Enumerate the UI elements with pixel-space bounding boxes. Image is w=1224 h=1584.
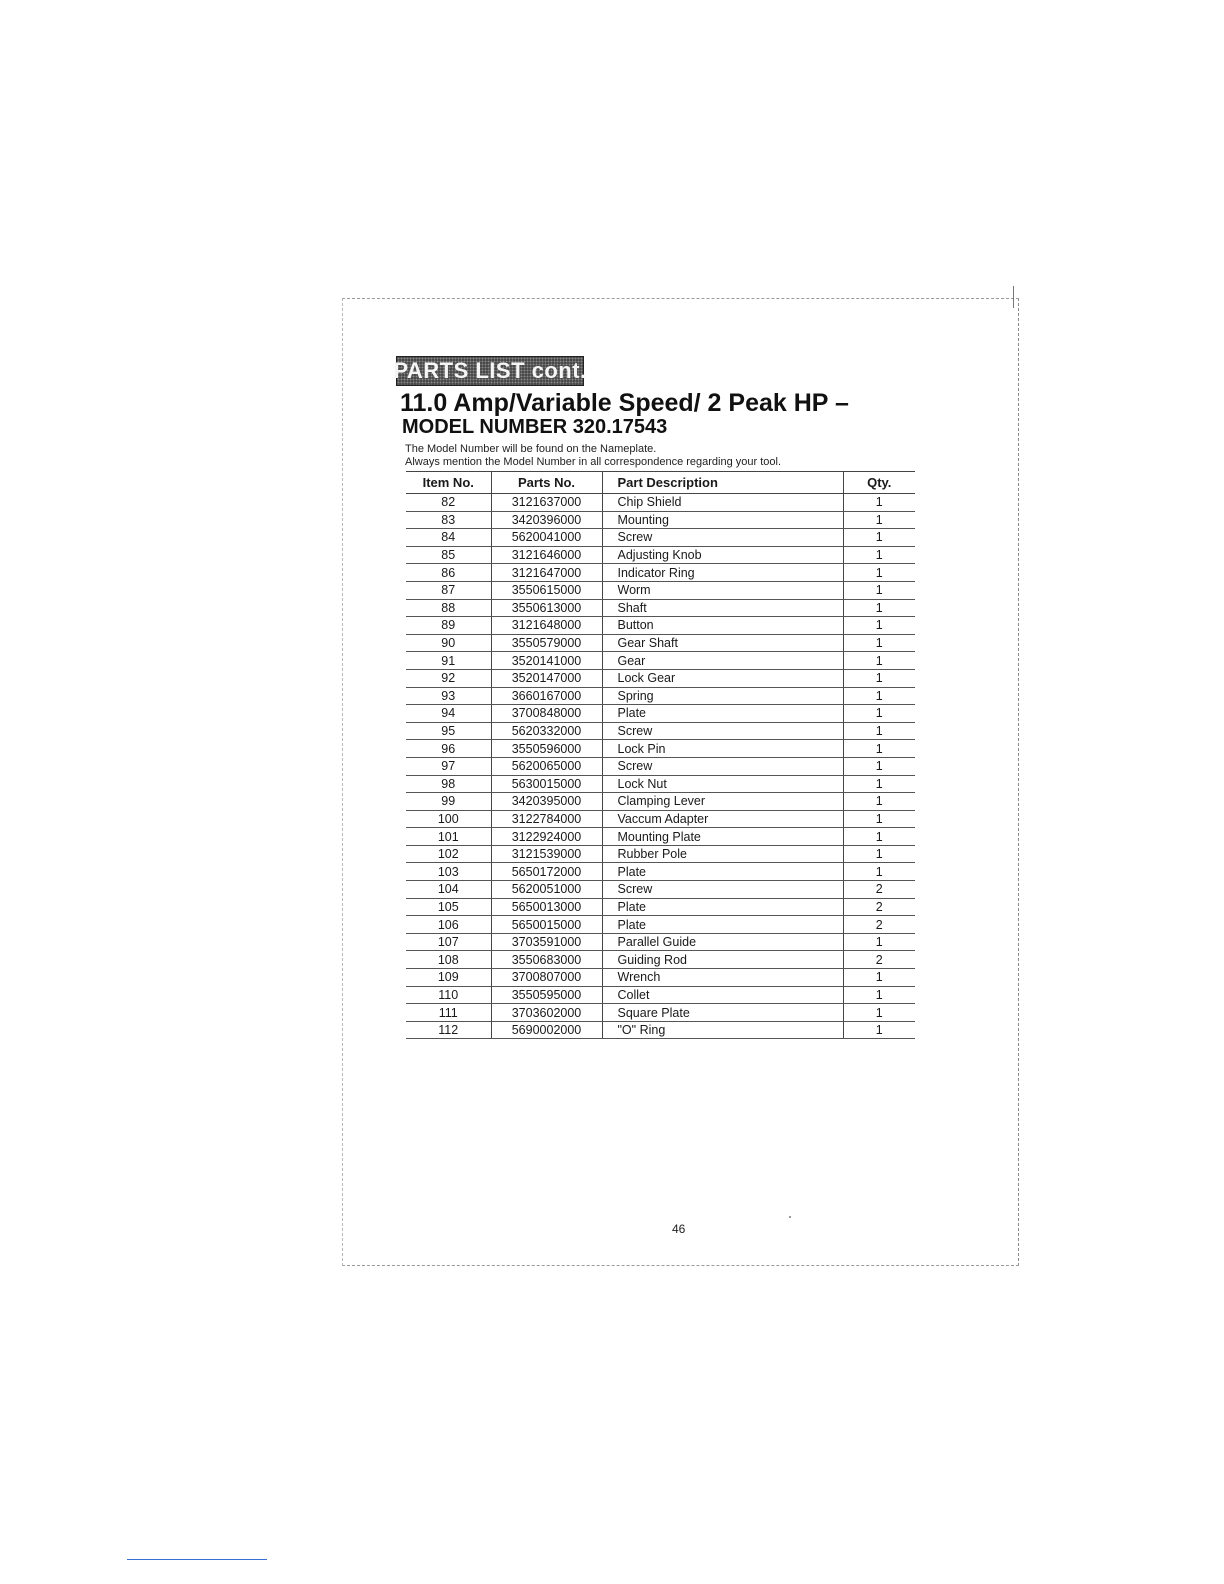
parts-no-cell: 3550613000: [491, 599, 602, 617]
column-header-part-description: Part Description: [602, 472, 843, 494]
qty-cell: 2: [843, 881, 915, 899]
part-description-cell: Spring: [602, 687, 843, 705]
table-row: [406, 898, 915, 916]
qty-cell: 1: [843, 581, 915, 599]
item-no-cell: 112: [406, 1021, 491, 1039]
qty-cell: 1: [843, 564, 915, 582]
parts-no-cell: 3420396000: [491, 511, 602, 529]
parts-no-cell: 3703591000: [491, 933, 602, 951]
column-header-parts-no: Parts No.: [491, 472, 602, 494]
item-no-cell: 101: [406, 828, 491, 846]
part-description-cell: Plate: [602, 705, 843, 723]
parts-no-cell: 3121637000: [491, 494, 602, 512]
qty-cell: 1: [843, 863, 915, 881]
footer-rule: [127, 1559, 267, 1560]
item-no-cell: 91: [406, 652, 491, 670]
parts-no-cell: 3121647000: [491, 564, 602, 582]
table-row: [406, 828, 915, 846]
part-description-cell: Screw: [602, 757, 843, 775]
item-no-cell: 111: [406, 1004, 491, 1022]
qty-cell: 1: [843, 494, 915, 512]
qty-cell: 1: [843, 511, 915, 529]
part-description-cell: Screw: [602, 881, 843, 899]
qty-cell: 1: [843, 1021, 915, 1039]
table-row: [406, 617, 915, 635]
part-description-cell: Mounting: [602, 511, 843, 529]
column-header-qty: Qty.: [843, 472, 915, 494]
table-header-row: [406, 472, 915, 494]
item-no-cell: 93: [406, 687, 491, 705]
qty-cell: 1: [843, 705, 915, 723]
part-description-cell: Gear Shaft: [602, 634, 843, 652]
section-banner: [393, 356, 587, 386]
part-description-cell: Plate: [602, 863, 843, 881]
table-row: [406, 1004, 915, 1022]
item-no-cell: 98: [406, 775, 491, 793]
qty-cell: 1: [843, 775, 915, 793]
item-no-cell: 88: [406, 599, 491, 617]
nameplate-note: The Model Number will be found on the Nameplate.: [405, 443, 657, 455]
parts-no-cell: 3121646000: [491, 546, 602, 564]
part-description-cell: Collet: [602, 986, 843, 1004]
parts-no-cell: 3550615000: [491, 581, 602, 599]
part-description-cell: Button: [602, 617, 843, 635]
qty-cell: 1: [843, 634, 915, 652]
table-row: [406, 705, 915, 723]
part-description-cell: Lock Nut: [602, 775, 843, 793]
item-no-cell: 102: [406, 845, 491, 863]
table-row: [406, 529, 915, 547]
parts-no-cell: 3122924000: [491, 828, 602, 846]
parts-no-cell: 5620332000: [491, 722, 602, 740]
part-description-cell: Guiding Rod: [602, 951, 843, 969]
part-description-cell: Indicator Ring: [602, 564, 843, 582]
qty-cell: 1: [843, 810, 915, 828]
item-no-cell: 96: [406, 740, 491, 758]
table-row: [406, 933, 915, 951]
item-no-cell: 85: [406, 546, 491, 564]
parts-no-cell: 5650013000: [491, 898, 602, 916]
item-no-cell: 100: [406, 810, 491, 828]
table-row: [406, 986, 915, 1004]
qty-cell: 2: [843, 898, 915, 916]
parts-no-cell: 5650172000: [491, 863, 602, 881]
parts-table: [406, 471, 915, 1039]
banner-label: PARTS LIST cont.: [393, 358, 587, 383]
qty-cell: 1: [843, 1004, 915, 1022]
part-description-cell: Screw: [602, 529, 843, 547]
item-no-cell: 90: [406, 634, 491, 652]
part-description-cell: "O" Ring: [602, 1021, 843, 1039]
table-row: [406, 775, 915, 793]
table-row: [406, 564, 915, 582]
table-row: [406, 916, 915, 934]
parts-no-cell: 3700848000: [491, 705, 602, 723]
qty-cell: 1: [843, 617, 915, 635]
parts-no-cell: 3550595000: [491, 986, 602, 1004]
qty-cell: 1: [843, 529, 915, 547]
part-description-cell: Parallel Guide: [602, 933, 843, 951]
item-no-cell: 86: [406, 564, 491, 582]
item-no-cell: 110: [406, 986, 491, 1004]
table-row: [406, 810, 915, 828]
table-row: [406, 757, 915, 775]
qty-cell: 1: [843, 845, 915, 863]
part-description-cell: Adjusting Knob: [602, 546, 843, 564]
parts-no-cell: 3520147000: [491, 669, 602, 687]
part-description-cell: Rubber Pole: [602, 845, 843, 863]
part-description-cell: Shaft: [602, 599, 843, 617]
item-no-cell: 106: [406, 916, 491, 934]
page-number: 46: [672, 1222, 686, 1236]
table-row: [406, 969, 915, 987]
item-no-cell: 83: [406, 511, 491, 529]
parts-no-cell: 3550596000: [491, 740, 602, 758]
item-no-cell: 99: [406, 793, 491, 811]
part-description-cell: Lock Pin: [602, 740, 843, 758]
table-row: [406, 581, 915, 599]
table-row: [406, 740, 915, 758]
qty-cell: 2: [843, 916, 915, 934]
parts-no-cell: 3122784000: [491, 810, 602, 828]
item-no-cell: 84: [406, 529, 491, 547]
table-row: [406, 599, 915, 617]
item-no-cell: 103: [406, 863, 491, 881]
qty-cell: 1: [843, 722, 915, 740]
parts-no-cell: 3550683000: [491, 951, 602, 969]
item-no-cell: 104: [406, 881, 491, 899]
part-description-cell: Worm: [602, 581, 843, 599]
parts-no-cell: 3121648000: [491, 617, 602, 635]
part-description-cell: Mounting Plate: [602, 828, 843, 846]
part-description-cell: Lock Gear: [602, 669, 843, 687]
table-row: [406, 793, 915, 811]
part-description-cell: Plate: [602, 898, 843, 916]
qty-cell: 2: [843, 951, 915, 969]
column-header-item-no: Item No.: [406, 472, 491, 494]
table-row: [406, 652, 915, 670]
item-no-cell: 95: [406, 722, 491, 740]
table-row: [406, 511, 915, 529]
parts-no-cell: 3121539000: [491, 845, 602, 863]
parts-no-cell: 5650015000: [491, 916, 602, 934]
qty-cell: 1: [843, 687, 915, 705]
qty-cell: 1: [843, 793, 915, 811]
part-description-cell: Chip Shield: [602, 494, 843, 512]
parts-no-cell: 5630015000: [491, 775, 602, 793]
part-description-cell: Gear: [602, 652, 843, 670]
item-no-cell: 109: [406, 969, 491, 987]
item-no-cell: 92: [406, 669, 491, 687]
parts-no-cell: 5620065000: [491, 757, 602, 775]
table-row: [406, 687, 915, 705]
qty-cell: 1: [843, 669, 915, 687]
correspondence-note: Always mention the Model Number in all correspondence regarding your tool.: [405, 456, 782, 468]
table-row: [406, 951, 915, 969]
page-title: 11.0 Amp/Variable Speed/ 2 Peak HP –: [400, 389, 849, 417]
qty-cell: 1: [843, 546, 915, 564]
parts-no-cell: 3520141000: [491, 652, 602, 670]
parts-no-cell: 5620041000: [491, 529, 602, 547]
table-row: [406, 845, 915, 863]
part-description-cell: Square Plate: [602, 1004, 843, 1022]
item-no-cell: 89: [406, 617, 491, 635]
item-no-cell: 87: [406, 581, 491, 599]
parts-no-cell: 3700807000: [491, 969, 602, 987]
table-row: [406, 669, 915, 687]
model-number-heading: MODEL NUMBER 320.17543: [402, 416, 668, 438]
parts-no-cell: 5620051000: [491, 881, 602, 899]
qty-cell: 1: [843, 969, 915, 987]
item-no-cell: 105: [406, 898, 491, 916]
scan-speck: [789, 1216, 791, 1218]
part-description-cell: Clamping Lever: [602, 793, 843, 811]
table-row: [406, 863, 915, 881]
parts-no-cell: 3420395000: [491, 793, 602, 811]
qty-cell: 1: [843, 828, 915, 846]
table-row: [406, 1021, 915, 1039]
qty-cell: 1: [843, 757, 915, 775]
part-description-cell: Plate: [602, 916, 843, 934]
table-row: [406, 546, 915, 564]
table-row: [406, 634, 915, 652]
parts-no-cell: 3550579000: [491, 634, 602, 652]
part-description-cell: Vaccum Adapter: [602, 810, 843, 828]
qty-cell: 1: [843, 599, 915, 617]
item-no-cell: 82: [406, 494, 491, 512]
parts-table-body: [406, 494, 915, 1039]
item-no-cell: 108: [406, 951, 491, 969]
item-no-cell: 107: [406, 933, 491, 951]
part-description-cell: Screw: [602, 722, 843, 740]
qty-cell: 1: [843, 740, 915, 758]
part-description-cell: Wrench: [602, 969, 843, 987]
qty-cell: 1: [843, 986, 915, 1004]
table-row: [406, 881, 915, 899]
item-no-cell: 97: [406, 757, 491, 775]
qty-cell: 1: [843, 652, 915, 670]
item-no-cell: 94: [406, 705, 491, 723]
parts-no-cell: 3703602000: [491, 1004, 602, 1022]
parts-no-cell: 3660167000: [491, 687, 602, 705]
parts-no-cell: 5690002000: [491, 1021, 602, 1039]
corner-mark: [1013, 286, 1014, 308]
table-row: [406, 722, 915, 740]
qty-cell: 1: [843, 933, 915, 951]
table-row: [406, 494, 915, 512]
